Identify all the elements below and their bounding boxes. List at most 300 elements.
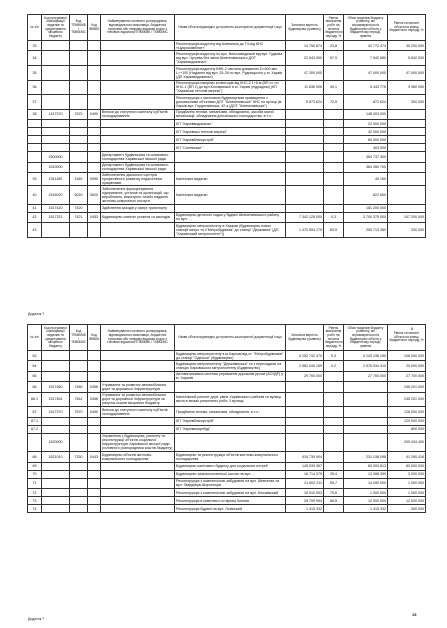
cell-cost: 1 415 332 [286, 505, 324, 513]
cell-no: 65 [28, 371, 42, 381]
table-row [28, 120, 426, 128]
cell-ready-end: 300 000 [388, 505, 426, 513]
col-header-object: Назва об'єкта відповідно до проектно-кошторисної документації тощо [175, 15, 286, 41]
cell-kpkv [42, 478, 70, 488]
cell-name [101, 505, 175, 513]
cell-no: 64 [28, 361, 42, 371]
cell-alloc: 822 600 [344, 185, 388, 204]
cell-ready-end: 300 000 [388, 95, 426, 110]
cell-name [101, 120, 175, 128]
col-header-alloc: Обсяг видатків бюджету розвитку, які спрямовуються на будівництво об'єкта у бюджетному періоді, гривень [344, 15, 388, 41]
cell-fkv [88, 152, 101, 162]
cell-tpkv [70, 128, 88, 136]
cell-kpkv [42, 351, 70, 361]
cell-cost: 16 714 375 [286, 470, 324, 478]
footer-note-top: Додаток 7 [28, 312, 45, 316]
cell-cost: 25 790 994 [286, 497, 324, 505]
cell-ready-end: 3 960 000 [388, 80, 426, 95]
cell-fkv [88, 371, 101, 381]
cell-ready [324, 371, 344, 381]
cell-alloc: 7 542 680 [344, 51, 388, 66]
table-body-bottom [28, 351, 426, 513]
cell-kpkv [42, 80, 70, 95]
cell-alloc [344, 417, 388, 425]
col-header-ready-end: Рівень готовності об'єкта на кінець бюджетного періоду, % [388, 325, 426, 351]
table-row [28, 128, 426, 136]
cell-ready-end [388, 109, 426, 119]
col-header-no: № з/п [28, 15, 42, 41]
cell-object: Реконструкція з комплексною забудовою на вул. Клочківській [175, 489, 286, 497]
cell-cost [286, 120, 324, 128]
cell-tpkv [70, 144, 88, 152]
cell-tpkv [70, 489, 88, 497]
table-row [28, 136, 426, 144]
table-row [28, 185, 426, 204]
cell-cost [286, 109, 324, 119]
cell-alloc: 22 000 000 [344, 120, 388, 128]
cell-ready: 55,7 [324, 478, 344, 488]
cell-alloc: 2 576 534 410 [344, 361, 388, 371]
cell-alloc [344, 392, 388, 407]
cell-no: 34 [28, 51, 42, 66]
cell-ready-end [388, 128, 426, 136]
cell-name: Здійснення заходів у сфері транспорту [101, 204, 175, 212]
cell-object: Будівництво житлового будинку для соціальних потреб [175, 462, 286, 470]
cell-cost: 5 873 624 [286, 95, 324, 110]
cell-object: Будівництво метрополітену "Державінська" та з пересадкою на станцію Харківського метрополітену (Будівництво) [175, 361, 286, 371]
cell-cost [286, 204, 324, 212]
cell-kpkv [42, 417, 70, 425]
cell-ready-end: 27 700 000 [388, 371, 426, 381]
cell-object: Придбання техніки, механізмів, обладнання, в т.ч.: [175, 407, 286, 417]
cell-name [101, 65, 175, 80]
cell-alloc: 872 624 [344, 95, 388, 110]
cell-kpkv: 1521010 [42, 452, 70, 462]
cell-tpkv [70, 162, 88, 172]
cell-tpkv [70, 361, 88, 371]
cell-cost: 415 739 904 [286, 452, 324, 462]
cell-alloc: 12 088 390 [344, 470, 388, 478]
cell-cost: 1 470 594 175 [286, 223, 324, 238]
cell-name [101, 95, 175, 110]
cell-cost: 11 636 906 [286, 80, 324, 95]
cell-ready: 57,9 [324, 51, 344, 66]
cell-ready: 79,6 [324, 489, 344, 497]
cell-name [101, 425, 175, 433]
col-header-alloc: Обсяг видатків бюджету розвитку, які спрямовуються на будівництво об'єкта у бюджетному періоді, гривень [344, 325, 388, 351]
cell-kpkv [42, 51, 70, 66]
table-row [28, 204, 426, 212]
cell-no: 43 [28, 223, 42, 238]
cell-name [101, 371, 175, 381]
cell-alloc: 3 700 375 000 [344, 212, 388, 222]
cell-fkv [88, 204, 101, 212]
cell-no: 68 [28, 452, 42, 462]
cell-object: КП "Харківводоканал" [175, 120, 286, 128]
col-header-fkv: Код ФКВКБ [88, 325, 101, 351]
cell-ready [324, 65, 344, 80]
cell-fkv [88, 65, 101, 80]
cell-tpkv: 7670 [70, 407, 88, 417]
cell-ready-end: 1 000 000 [388, 478, 426, 488]
cell-name [101, 417, 175, 425]
cell-name: Утримання та розвиток автомобільних доріг та дорожньої інфраструктури [101, 382, 175, 392]
table-row [28, 361, 426, 371]
cell-kpkv [42, 65, 70, 80]
cell-kpkv [42, 425, 70, 433]
cell-kpkv: 1517420 [42, 204, 70, 212]
cell-tpkv [70, 478, 88, 488]
cell-no: 42 [28, 212, 42, 222]
col-header-name: Найменування головного розпорядника, відповідального виконавця, бюджетної програми або напряму видатків згідно з типовою відомчою/ТПКВКМБ / ТКВКБМС [101, 15, 175, 41]
cell-fkv [88, 417, 101, 425]
cell-tpkv [70, 497, 88, 505]
cell-alloc: 80 000 813 [344, 462, 388, 470]
cell-ready [324, 120, 344, 128]
cell-cost: 29 700 000 [286, 371, 324, 381]
cell-name: Внески до статутного капіталу суб'єктів господарювання [101, 109, 175, 119]
cell-cost: 14 750 874 [286, 41, 324, 51]
cell-alloc: 364 737 300 [344, 152, 388, 162]
cell-ready-end: 35 200 000 [388, 41, 426, 51]
cell-kpkv [42, 41, 70, 51]
cell-alloc: 290 713 350 [344, 223, 388, 238]
cell-alloc [344, 407, 388, 417]
cell-no: 39 [28, 172, 42, 185]
cell-ready [324, 505, 344, 513]
cell-ready [324, 172, 344, 185]
cell-ready-end: 107 200 000 [388, 212, 426, 222]
cell-ready [324, 109, 344, 119]
cell-tpkv [70, 80, 88, 95]
cell-alloc [344, 425, 388, 433]
cell-object [175, 382, 286, 392]
cell-ready-end [388, 136, 426, 144]
cell-fkv [88, 51, 101, 66]
cell-cost [286, 425, 324, 433]
cell-ready-end: 47 000 000 [388, 65, 426, 80]
cell-fkv: 0456 [88, 392, 101, 407]
cell-ready [324, 433, 344, 452]
cell-ready: 49,1 [324, 80, 344, 95]
cell-alloc [344, 433, 388, 452]
cell-object: Будівництво метрополітену в Харкові (будівництво нових станцій метро та з"Метробудівник" до станції "Державна" (ДП "Харківський метрополітен")) [175, 223, 286, 238]
cell-name [101, 80, 175, 95]
cell-cost [286, 407, 324, 417]
table-row [28, 470, 426, 478]
cell-ready-end: 41 290 416 [388, 452, 426, 462]
cell-cost: 19 910 993 [286, 489, 324, 497]
cell-kpkv [42, 497, 70, 505]
cell-no: 67.2 [28, 425, 42, 433]
cell-tpkv: 7330 [70, 452, 88, 462]
cell-object: КП "Харківкомунбуд" [175, 425, 286, 433]
cell-ready-end [388, 185, 426, 204]
cell-kpkv [42, 505, 70, 513]
cell-no: 67 [28, 407, 42, 417]
cell-fkv [88, 425, 101, 433]
capital-works-table-bottom [27, 324, 426, 513]
table-row [28, 462, 426, 470]
cell-object: Реконструкція з комплексною забудовою на вул. Шевченка та вул. Гвардійців-Широнінців [175, 478, 286, 488]
cell-kpkv [42, 223, 70, 238]
cell-cost [286, 162, 324, 172]
cell-kpkv: 1517370 [42, 407, 70, 417]
cell-object [175, 433, 286, 452]
cell-object: КП "Салтівське" [175, 144, 286, 152]
cell-no [28, 152, 42, 162]
cell-no: 66.1 [28, 392, 42, 407]
cell-kpkv [42, 136, 70, 144]
cell-kpkv: 1417370 [42, 109, 70, 119]
cell-no: 41 [28, 204, 42, 212]
table-row [28, 489, 426, 497]
cell-ready [324, 162, 344, 172]
cell-alloc: 5 443 776 [344, 80, 388, 95]
cell-object: Реконструкція будівлі на вул. Лозівській [175, 505, 286, 513]
cell-name [101, 489, 175, 497]
cell-tpkv [70, 462, 88, 470]
cell-fkv [88, 80, 101, 95]
cell-name [101, 144, 175, 152]
col-header-object: Назва об'єкта відповідно до проектно-кошторисної документації тощо [175, 325, 286, 351]
cell-no: 38 [28, 109, 42, 119]
cell-cost: 22 943 900 [286, 51, 324, 66]
table-row [28, 109, 426, 119]
table-row [28, 95, 426, 110]
cell-alloc: 27 700 000 [344, 371, 388, 381]
cell-fkv [88, 462, 101, 470]
cell-kpkv: 1500000 [42, 152, 70, 162]
cell-kpkv: 1517461 [42, 392, 70, 407]
cell-ready [324, 185, 344, 204]
cell-ready-end: 20 000 000 [388, 361, 426, 371]
col-header-kpkv: Код програмної класифікації видатків та кредитування місцевого бюджету [42, 15, 70, 41]
cell-cost [286, 128, 324, 136]
cell-ready-end: 245 201 000 [388, 392, 426, 407]
cell-fkv [88, 433, 101, 452]
cell-no: 69 [28, 462, 42, 470]
cell-name [101, 470, 175, 478]
col-header-cost: Загальна вартість будівництва (гривень) [286, 325, 324, 351]
col-header-name: Найменування головного розпорядника, відповідального виконавця, бюджетної програми або напряму видатків згідно з типовою відомчою/ТПКВКМБ / ТКВКБМС [101, 325, 175, 351]
cell-name [101, 462, 175, 470]
cell-cost [286, 144, 324, 152]
table-row [28, 433, 426, 452]
cell-tpkv: 7461 [70, 392, 88, 407]
cell-alloc: 32 000 000 [344, 128, 388, 136]
col-header-ready: Рівень виконання робіт на початок бюджетного періоду, % [324, 325, 344, 351]
table-row [28, 425, 426, 433]
cell-tpkv [70, 425, 88, 433]
cell-object [175, 204, 286, 212]
cell-cost: 47 300 000 [286, 65, 324, 80]
cell-ready-end [388, 204, 426, 212]
cell-no: 67.1 [28, 417, 42, 425]
col-header-cost: Загальна вартість будівництва (гривень) [286, 15, 324, 41]
col-header-tpkv: Код ТПКВКМБ / ТКВКБМС [70, 325, 88, 351]
cell-tpkv [70, 351, 88, 361]
cell-kpkv: 1516020 [42, 185, 70, 204]
cell-ready [324, 136, 344, 144]
cell-fkv [88, 128, 101, 136]
cell-no: 73 [28, 497, 42, 505]
cell-ready-end: 1 000 000 [388, 489, 426, 497]
cell-tpkv: 1160 [70, 172, 88, 185]
cell-ready-end: 128 000 000 [388, 407, 426, 417]
cell-no: 36 [28, 80, 42, 95]
cell-no: 63 [28, 351, 42, 361]
cell-alloc: 42 772 474 [344, 41, 388, 51]
cell-tpkv [70, 505, 88, 513]
cell-object: КП "Харківблагоустрій" [175, 136, 286, 144]
cell-object: Реконструкція напірних колекторів від КНС-2 1+6 м (ВП ст. по КНС-1 (ВП 1) до вул.Клочківської в м. Харків (підрядник) (КП "Харківські теплові мережі") [175, 80, 286, 95]
cell-tpkv [70, 51, 88, 66]
cell-ready [324, 407, 344, 417]
cell-ready-end [388, 172, 426, 185]
cell-name: Забезпечення діяльності центрів професійного розвитку педагогічних працівників [101, 172, 175, 185]
cell-object: Реконструкція водогону по вул. Велозаводській від вул. Гудкова від вул. Чугуєва без зміни Шевченківського ДОТ "Харківводоканал" [175, 51, 286, 66]
cell-no: 72 [28, 489, 42, 497]
cell-ready-end [388, 144, 426, 152]
cell-fkv [88, 505, 101, 513]
cell-alloc: 181 200 000 [344, 204, 388, 212]
cell-tpkv: 7670 [70, 109, 88, 119]
cell-name [101, 51, 175, 66]
col-header-ready-end: Рівень готовності об'єкта на кінець бюджетного періоду, % [388, 15, 426, 41]
cell-ready [324, 382, 344, 392]
table-row [28, 351, 426, 361]
cell-name [101, 136, 175, 144]
cell-kpkv: 1517321 [42, 212, 70, 222]
table-row [28, 497, 426, 505]
table-row [28, 162, 426, 172]
cell-no [28, 162, 42, 172]
cell-cost [286, 152, 324, 162]
cell-name [101, 497, 175, 505]
cell-object: Реконструкція в комплексі по вулиці Конєва [175, 497, 286, 505]
table-row [28, 407, 426, 417]
cell-ready: 83,5 [324, 223, 344, 238]
cell-kpkv [42, 144, 70, 152]
cell-no: 40 [28, 185, 42, 204]
cell-tpkv [70, 41, 88, 51]
cell-no: 71 [28, 478, 42, 488]
cell-ready [324, 152, 344, 162]
cell-ready: 0,3 [324, 212, 344, 222]
cell-object: Будівництво та реконструкція об'єктів житлово-комунального господарства [175, 452, 286, 462]
cell-ready [324, 462, 344, 470]
cell-name [101, 478, 175, 488]
page-number: 15 [412, 612, 417, 617]
cell-tpkv [70, 371, 88, 381]
cell-ready-end: 330 000 [388, 223, 426, 238]
col-header-fkv: Код ФКВКБ [88, 15, 101, 41]
cell-ready [324, 392, 344, 407]
cell-ready-end: 248 201 000 [388, 382, 426, 392]
cell-cost [286, 185, 324, 204]
cell-ready: 23,8 [324, 41, 344, 51]
cell-tpkv [70, 120, 88, 128]
cell-cost [286, 382, 324, 392]
cell-alloc: 12 000 000 [344, 497, 388, 505]
cell-tpkv: 7420 [70, 204, 88, 212]
cell-no: 33 [28, 41, 42, 51]
cell-kpkv: 1520000 [42, 433, 70, 452]
cell-fkv: 0490 [88, 109, 101, 119]
cell-no: 66 [28, 382, 42, 392]
cell-tpkv [70, 95, 88, 110]
cell-kpkv [42, 128, 70, 136]
table-row [28, 382, 426, 392]
side-mark: 8 [411, 326, 414, 331]
cell-ready: 9,3 [324, 351, 344, 361]
table-header-row [28, 15, 426, 41]
cell-alloc: 364 280 700 [344, 162, 388, 172]
cell-alloc [344, 382, 388, 392]
cell-ready [324, 452, 344, 462]
cell-no [28, 136, 42, 144]
cell-ready: 72,5 [324, 95, 344, 110]
cell-fkv [88, 41, 101, 51]
cell-name [101, 361, 175, 371]
cell-alloc: 4 143 138 150 [344, 351, 388, 361]
cell-cost: 21 602 211 [286, 478, 324, 488]
table-header-row [28, 325, 426, 351]
cell-name [101, 128, 175, 136]
cell-kpkv: 1510000 [42, 162, 70, 172]
table-row [28, 212, 426, 222]
table-row [28, 172, 426, 185]
cell-ready-end: 3 000 000 [388, 470, 426, 478]
cell-no: 70 [28, 470, 42, 478]
cell-cost [286, 433, 324, 452]
cell-kpkv [42, 489, 70, 497]
table-row [28, 51, 426, 66]
cell-name: Департамент будівництва та шляхового господарства Харківської міської ради [101, 162, 175, 172]
col-header-ready: Рівень виконання робіт на початок бюджетного періоду, % [324, 15, 344, 41]
col-header-tpkv: Код ТПКВКМБ / ТКВКБМС [70, 15, 88, 41]
cell-tpkv [70, 433, 88, 452]
cell-fkv [88, 497, 101, 505]
cell-no [28, 144, 42, 152]
cell-object: Автоматизована система управління дорожнім рухом (АСУДР) у м. Харкові [175, 371, 286, 381]
cell-tpkv: 6020 [70, 185, 88, 204]
cell-fkv [88, 489, 101, 497]
cell-fkv [88, 361, 101, 371]
cell-object: Будівництво дитячого садка у будівлі Шевченківського району по вул. ... [175, 212, 286, 222]
col-header-no: № з/п [28, 325, 42, 351]
table-body-top [28, 41, 426, 238]
capital-works-table-top [27, 14, 426, 238]
cell-name [101, 41, 175, 51]
cell-alloc: 60 000 000 [344, 136, 388, 144]
cell-ready: 0,2 [324, 361, 344, 371]
cell-kpkv [42, 120, 70, 128]
cell-fkv: 0443 [88, 452, 101, 462]
table-row [28, 80, 426, 95]
cell-name: Забезпечення функціонування підприємств, установ та організацій, що виробляють, виконують та/або надають житлово-комунальні послуги [101, 185, 175, 204]
cell-cost: 145 539 367 [286, 462, 324, 470]
cell-ready-end: 120 000 000 [388, 417, 426, 425]
cell-fkv [88, 470, 101, 478]
cell-ready: 25,4 [324, 470, 344, 478]
cell-alloc: 49 150 [344, 172, 388, 185]
cell-fkv [88, 162, 101, 172]
cell-ready [324, 417, 344, 425]
cell-kpkv [42, 361, 70, 371]
cell-tpkv [70, 417, 88, 425]
